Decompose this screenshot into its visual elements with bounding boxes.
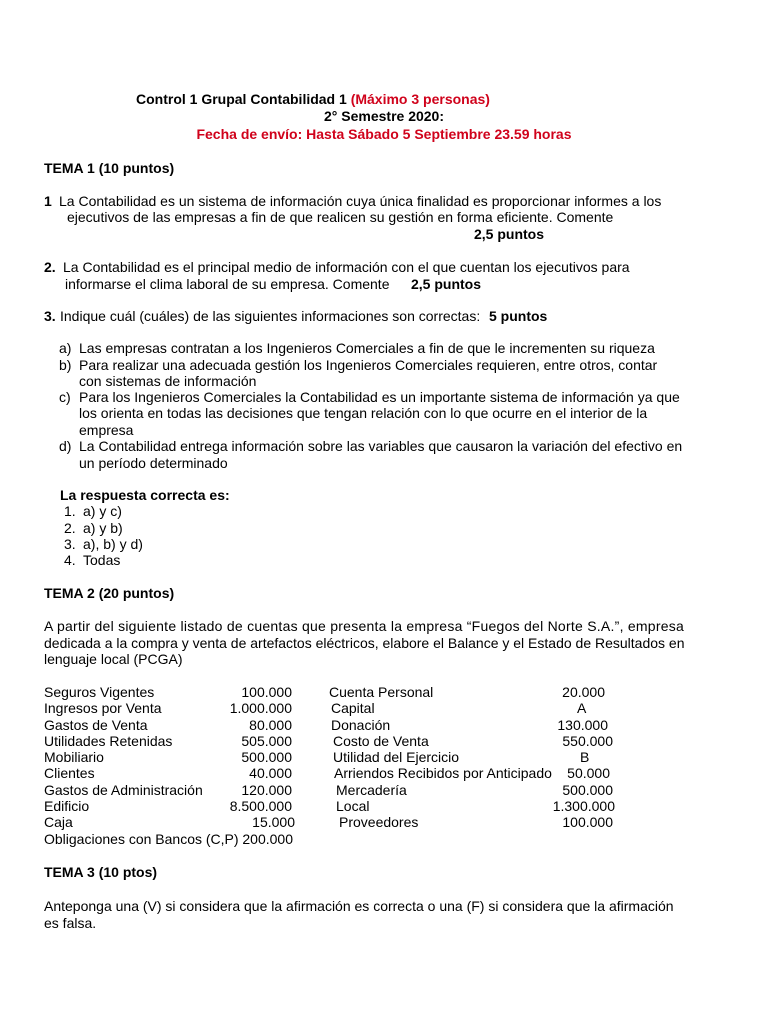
answer-2-num: 2. <box>64 520 76 536</box>
option-d-line1: La Contabilidad entrega información sobre las variables que causaron la variación del efectivo en <box>79 438 683 454</box>
account-left-name: Gastos de Venta <box>44 717 148 733</box>
option-b-letter: b) <box>59 357 72 373</box>
account-right-name: Capital <box>331 700 375 716</box>
account-right-name: Mercadería <box>336 782 407 798</box>
account-left-name: Caja <box>44 814 73 830</box>
account-left-name: Clientes <box>44 765 95 781</box>
option-a-letter: a) <box>59 340 72 356</box>
q2-number: 2. <box>44 259 56 275</box>
account-left-value: 500.000 <box>241 749 292 765</box>
option-b-line1: Para realizar una adecuada gestión los Ingenieros Comerciales requieren, entre otros, contar <box>79 357 658 373</box>
account-left-value: 120.000 <box>241 782 292 798</box>
account-right-name: Proveedores <box>339 814 419 830</box>
option-c-letter: c) <box>59 389 71 405</box>
tema3-line1: Anteponga una (V) si considera que la afirmación es correcta o una (F) si considera que la afirmación <box>44 898 674 914</box>
account-left-value: 40.000 <box>249 765 292 781</box>
q3-number: 3. <box>44 308 56 324</box>
document-title <box>136 91 490 108</box>
tema2-intro-line2: dedicada a la compra y venta de artefactos eléctricos, elabore el Balance y el Estado de Resultados en <box>44 635 685 651</box>
option-d-letter: d) <box>59 438 72 454</box>
account-right-value: B <box>580 749 590 765</box>
account-right-name: Costo de Venta <box>333 733 429 749</box>
tema2-heading: TEMA 2 (20 puntos) <box>44 585 175 601</box>
option-a-line1: Las empresas contratan a los Ingenieros Comerciales a fin de que le incrementen su riqueza <box>79 340 655 356</box>
q1-line1: La Contabilidad es un sistema de información cuya única finalidad es proporcionar informes a los <box>59 193 662 209</box>
option-c-line2: los orienta en todas las decisiones que tengan relación con lo que ocurre en el interior de la <box>79 405 648 421</box>
answer-1-num: 1. <box>64 503 76 519</box>
account-right-value: 550.000 <box>562 733 613 749</box>
q3-points: 5 puntos <box>489 308 548 324</box>
answer-3-num: 3. <box>64 536 76 552</box>
account-right-name: Arriendos Recibidos por Anticipado <box>334 765 552 781</box>
q3-text: Indique cuál (cuáles) de las siguientes informaciones son correctas: <box>60 308 481 324</box>
title-text: Control 1 Grupal Contabilidad 1 <box>136 91 347 107</box>
account-right-name: Utilidad del Ejercicio <box>333 749 460 765</box>
account-right-value: 1.300.000 <box>552 798 615 814</box>
answer-3-text: a), b) y d) <box>83 536 143 552</box>
answer-label: La respuesta correcta es: <box>60 487 230 503</box>
account-right-value: A <box>577 700 587 716</box>
option-d-line2: un período determinado <box>79 455 228 471</box>
account-left-name: Ingresos por Venta <box>44 700 162 716</box>
tema2-intro-line1: A partir del siguiente listado de cuentas que presenta la empresa “Fuegos del Norte S.A.”, empresa <box>44 618 685 634</box>
q2-line1: La Contabilidad es el principal medio de información con el que cuentan los ejecutivos para <box>63 259 630 275</box>
account-left-value: 80.000 <box>249 717 292 733</box>
q2-points: 2,5 puntos <box>411 276 482 292</box>
semester-label: 2° Semestre 2020: <box>323 108 444 124</box>
tema3-line2: es falsa. <box>44 915 97 931</box>
account-left-name: Utilidades Retenidas <box>44 733 173 749</box>
account-right-value: 50.000 <box>567 765 610 781</box>
option-c-line3: empresa <box>79 422 134 438</box>
account-left-name: Edificio <box>44 798 90 814</box>
account-left-name: Obligaciones con Bancos (C,P) <box>44 831 239 847</box>
account-right-name: Local <box>336 798 370 814</box>
account-right-name: Donación <box>331 717 391 733</box>
account-left-value: 15.000 <box>252 814 295 830</box>
account-right-value: 500.000 <box>562 782 613 798</box>
answer-4-num: 4. <box>64 552 76 568</box>
option-b-line2: con sistemas de información <box>79 373 257 389</box>
option-c-line1: Para los Ingenieros Comerciales la Contabilidad es un importante sistema de información ya que <box>79 389 680 405</box>
tema3-heading: TEMA 3 (10 ptos) <box>44 864 158 880</box>
deadline-label: Fecha de envío: Hasta Sábado 5 Septiembre 23.59 horas <box>196 126 572 142</box>
tema2-intro-line3: lenguaje local (PCGA) <box>44 651 183 667</box>
tema1-heading: TEMA 1 (10 puntos) <box>44 160 175 176</box>
account-right-name: Cuenta Personal <box>329 684 434 700</box>
title-group-size: (Máximo 3 personas) <box>350 91 490 107</box>
account-right-value: 20.000 <box>562 684 605 700</box>
account-left-value: 8.500.000 <box>229 798 292 814</box>
account-left-name: Mobiliario <box>44 749 104 765</box>
account-left-name: Seguros Vigentes <box>44 684 155 700</box>
account-left-value: 1.000.000 <box>229 700 292 716</box>
account-left-value: 505.000 <box>241 733 292 749</box>
answer-1-text: a) y c) <box>83 503 122 519</box>
account-right-value: 100.000 <box>562 814 613 830</box>
q2-line2: informarse el clima laboral de su empresa. Comente <box>65 276 390 292</box>
answer-2-text: a) y b) <box>83 520 123 536</box>
account-left-name: Gastos de Administración <box>44 782 203 798</box>
q1-number: 1 <box>44 193 52 209</box>
account-left-value: 200.000 <box>242 831 293 847</box>
account-left-value: 100.000 <box>241 684 292 700</box>
answer-4-text: Todas <box>83 552 121 568</box>
q1-line2: ejecutivos de las empresas a fin de que realicen su gestión en forma eficiente. Comente <box>67 209 614 225</box>
account-right-value: 130.000 <box>557 717 608 733</box>
q1-points: 2,5 puntos <box>474 226 545 242</box>
